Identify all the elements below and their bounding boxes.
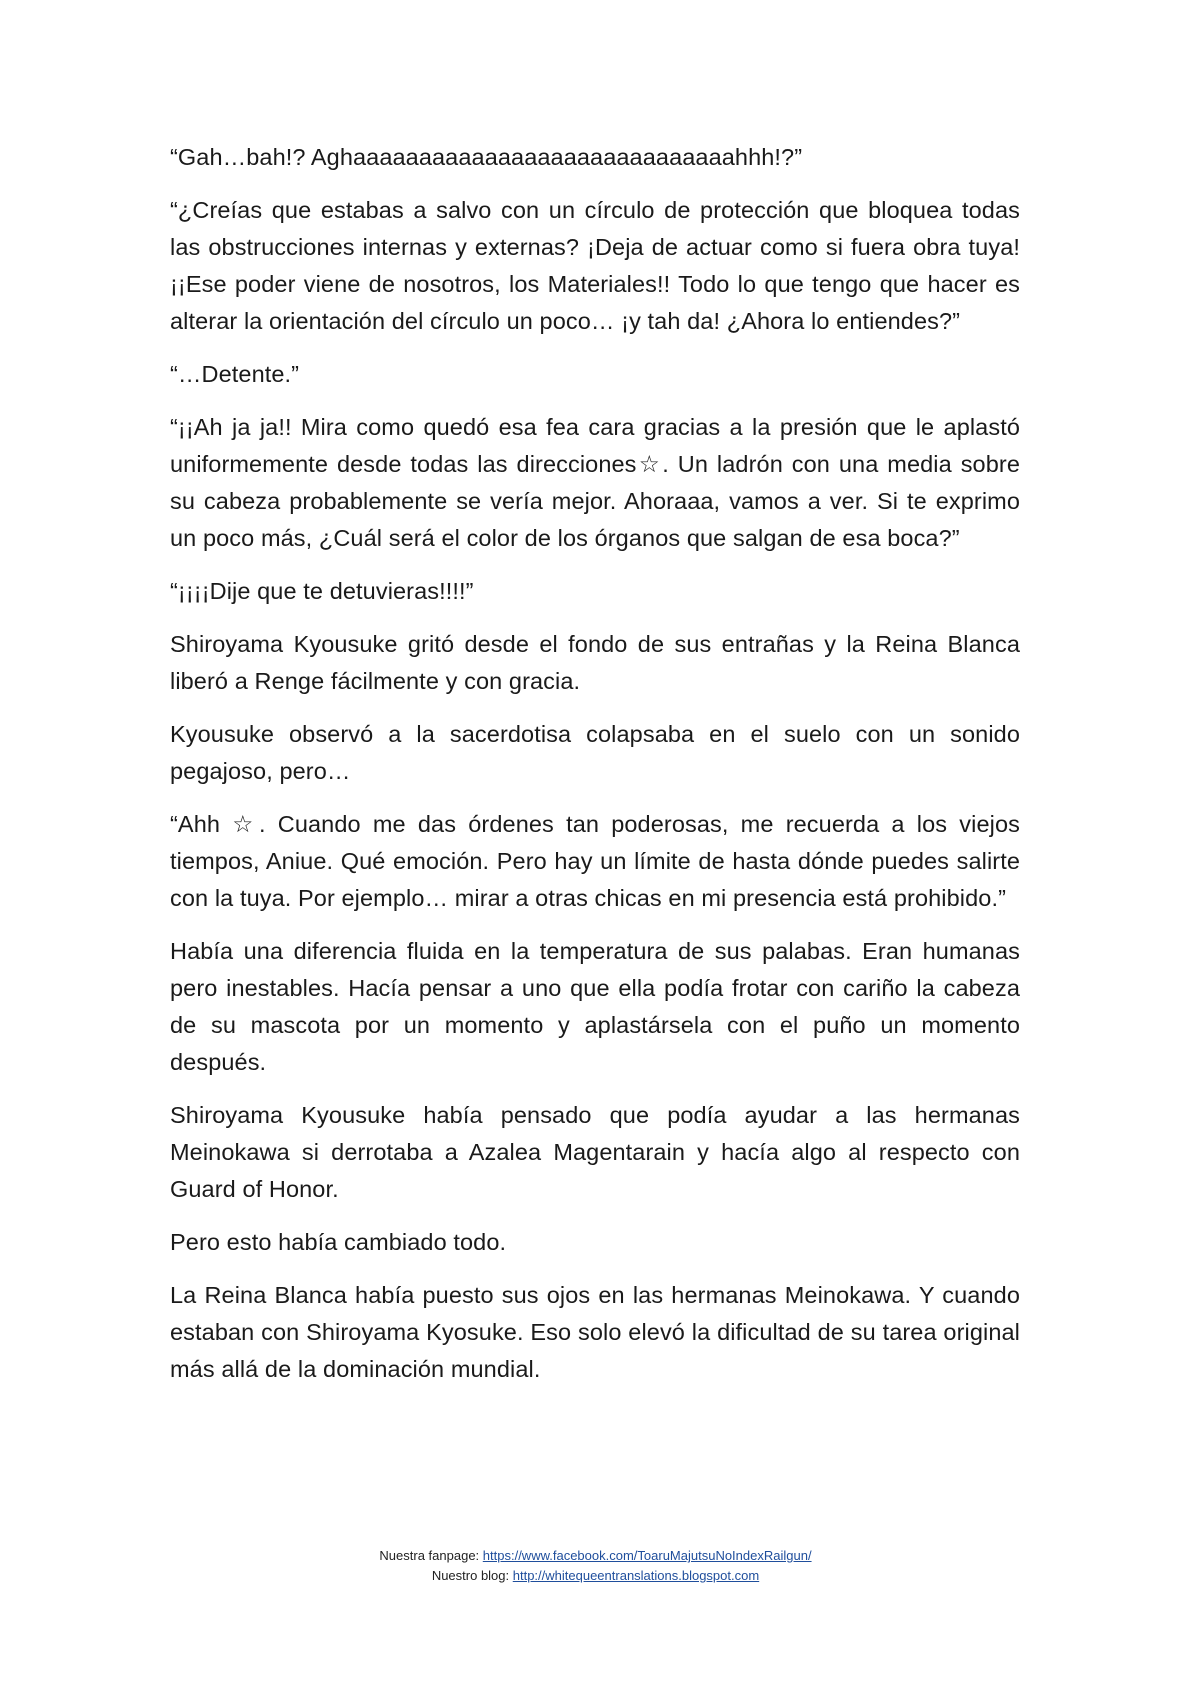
paragraph-3: “…Detente.” bbox=[170, 361, 300, 387]
blog-line bbox=[0, 1566, 1191, 1586]
fanpage-link[interactable]: https://www.facebook.com/ToaruMajutsuNoIndexRailgun/ bbox=[482, 1548, 812, 1563]
paragraph-2: “¿Creías que estabas a salvo con un círculo de protección que bloquea todas las obstrucciones internas y externas? ¡Deja de actuar como si fuera obra tuya! ¡¡Ese poder viene de nosotros, los Materiales!! Todo lo que tengo que hacer es alterar la orientación del círculo un poco… ¡y tah da! ¿Ahora lo entiendes?” bbox=[170, 197, 1020, 334]
blog-link[interactable]: http://whitequeentranslations.blogspot.com bbox=[512, 1568, 760, 1583]
page-footer bbox=[0, 1546, 1191, 1586]
blog-label: Nuestro blog: bbox=[431, 1568, 513, 1583]
paragraph-6: Shiroyama Kyousuke gritó desde el fondo de sus entrañas y la Reina Blanca liberó a Renge fácilmente y con gracia. bbox=[170, 631, 1020, 694]
paragraph-5: “¡¡¡¡Dije que te detuvieras!!!!” bbox=[170, 578, 474, 604]
fanpage-label: Nuestra fanpage: bbox=[379, 1548, 483, 1563]
paragraph-10: Shiroyama Kyousuke había pensado que podía ayudar a las hermanas Meinokawa si derrotaba a Azalea Magentarain y hacía algo al respecto con Guard of Honor. bbox=[170, 1102, 1020, 1202]
paragraph-12: La Reina Blanca había puesto sus ojos en las hermanas Meinokawa. Y cuando estaban con Shiroyama Kyosuke. Eso solo elevó la dificultad de su tarea original más allá de la dominación mundial. bbox=[170, 1282, 1020, 1382]
fanpage-line bbox=[0, 1546, 1191, 1566]
paragraph-8: “Ahh ☆. Cuando me das órdenes tan poderosas, me recuerda a los viejos tiempos, Aniue. Qué emoción. Pero hay un límite de hasta dónde puedes salirte con la tuya. Por ejemplo… mirar a otras chicas en mi presencia está prohibido.” bbox=[170, 811, 1020, 911]
page-body bbox=[170, 139, 1020, 1404]
paragraph-9: Había una diferencia fluida en la temperatura de sus palabas. Eran humanas pero inestables. Hacía pensar a uno que ella podía frotar con cariño la cabeza de su mascota por un momento y aplastársela con el puño un momento después. bbox=[170, 938, 1020, 1075]
paragraph-4: “¡¡Ah ja ja!! Mira como quedó esa fea cara gracias a la presión que le aplastó uniformemente desde todas las direcciones☆. Un ladrón con una media sobre su cabeza probablemente se vería mejor. Ahoraaa, vamos a ver. Si te exprimo un poco más, ¿Cuál será el color de los órganos que salgan de esa boca?” bbox=[170, 414, 1020, 551]
paragraph-7: Kyousuke observó a la sacerdotisa colapsaba en el suelo con un sonido pegajoso, pero… bbox=[170, 721, 1020, 784]
paragraph-11: Pero esto había cambiado todo. bbox=[170, 1229, 507, 1255]
paragraph-1: “Gah…bah!? Aghaaaaaaaaaaaaaaaaaaaaaaaaaaaaahhh!?” bbox=[170, 144, 803, 170]
